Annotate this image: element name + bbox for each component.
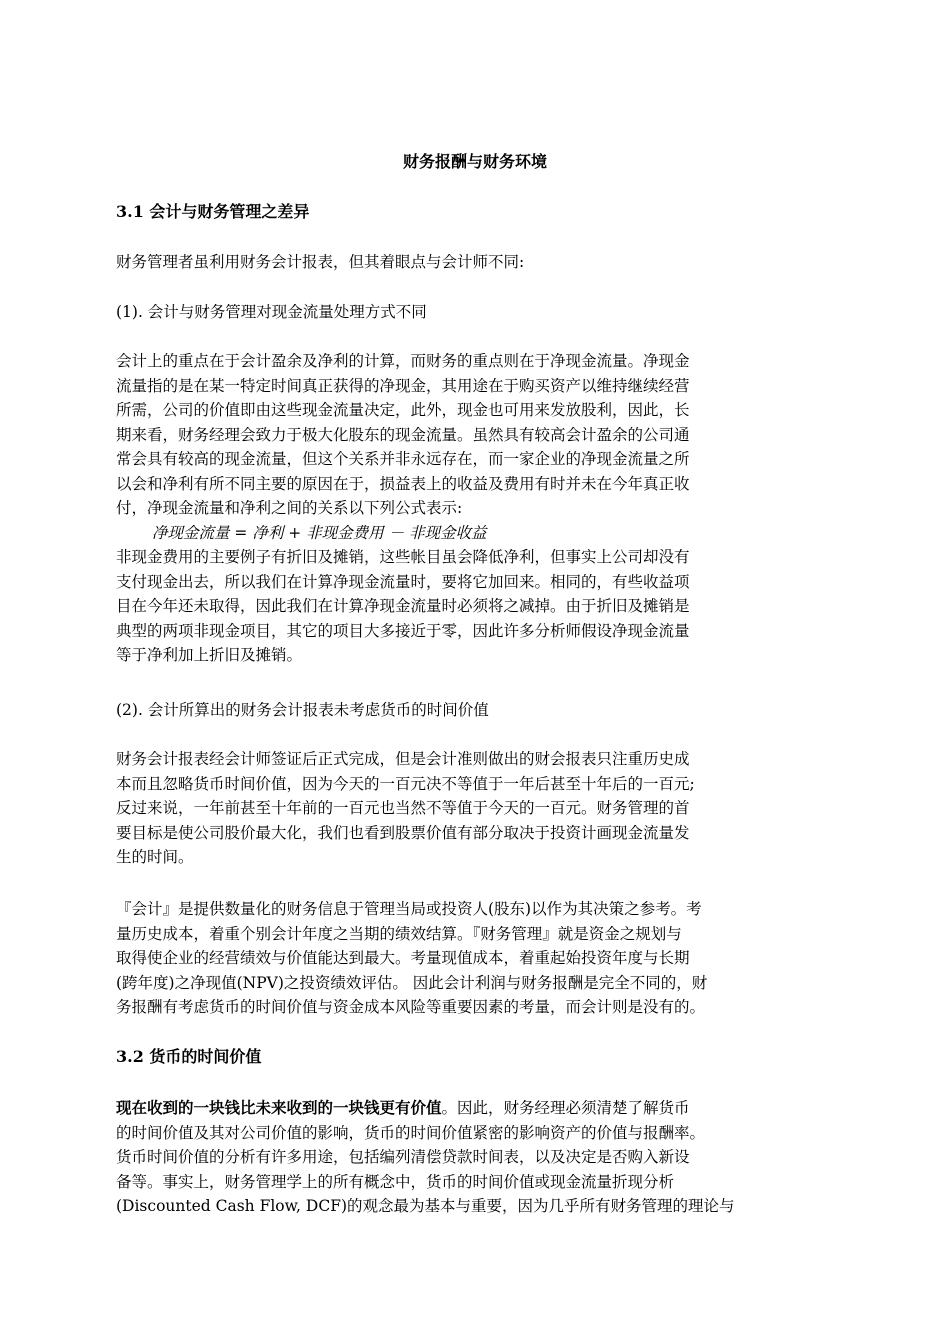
paragraph-line: 流量指的是在某一特定时间真正获得的净现金，其用途在于购买资产以维持继续经营 xyxy=(116,376,690,395)
paragraph-line: 财务会计报表经会计师签证后正式完成，但是会计准则做出的财会报表只注重历史成 xyxy=(116,750,690,768)
cash-flow-formula: 净现金流量 = 净利 + 非现金费用 － 非现金收益 xyxy=(152,523,487,542)
paragraph-line: 目在今年还未取得，因此我们在计算净现金流量时必须将之减掉。由于折旧及摊销是 xyxy=(116,597,690,615)
paragraph-line xyxy=(116,1096,846,1121)
paragraph-line: 期来看，财务经理会致力于极大化股东的现金流量。虽然具有较高会计盈余的公司通 xyxy=(116,425,690,444)
section-3-2-paragraph xyxy=(116,1096,846,1219)
paragraph-line: 反过来说，一年前甚至十年前的一百元也当然不等值于今天的一百元。财务管理的首 xyxy=(116,799,690,817)
paragraph-line: (跨年度)之净现值(NPV)之投资绩效评估。 因此会计利润与财务报酬是完全不同的，财 xyxy=(116,973,708,992)
paragraph-line: 的时间价值及其对公司价值的影响，货币的时间价值紧密的影响资产的价值与报酬率。 xyxy=(116,1123,706,1142)
paragraph-line: 『会计』是提供数量化的财务信息于管理当局或投资人(股东)以作为其决策之参考。考 xyxy=(116,900,702,918)
section-intro: 财务管理者虽利用财务会计报表，但其着眼点与会计师不同: xyxy=(116,253,525,271)
paragraph-line: 所需，公司的价值即由这些现金流量决定，此外，现金也可用来发放股利，因此，长 xyxy=(116,401,690,419)
paragraph-line: 取得使企业的经营绩效与价值能达到最大。考量现值成本，着重起始投资年度与长期 xyxy=(116,949,690,967)
paragraph-line: 务报酬有考虑货币的时间价值与资金成本风险等重要因素的考量，而会计则是没有的。 xyxy=(116,998,706,1016)
point2-heading: (2). 会计所算出的财务会计报表未考虑货币的时间价值 xyxy=(116,701,489,719)
section-heading-3-1: 3.1 会计与财务管理之差异 xyxy=(116,202,310,221)
paragraph-line: 要目标是使公司股价最大化，我们也看到股票价值有部分取决于投资计画现金流量发 xyxy=(116,823,690,842)
paragraph-line: 非现金费用的主要例子有折旧及摊销，这些帐目虽会降低净利，但事实上公司却没有 xyxy=(116,548,690,566)
paragraph-line: 支付现金出去，所以我们在计算净现金流量时，要将它加回来。相同的，有些收益项 xyxy=(116,572,690,591)
paragraph-line: 本而且忽略货币时间价值，因为今天的一百元决不等值于一年后甚至十年后的一百元; xyxy=(116,774,695,793)
paragraph-line-rest: 。因此，财务经理必须清楚了解货币 xyxy=(441,1099,690,1117)
point1-heading: (1). 会计与财务管理对现金流量处理方式不同 xyxy=(116,303,427,321)
paragraph-line: 常会具有较高的现金流量，但这个关系并非永远存在，而一家企业的净现金流量之所 xyxy=(116,450,690,468)
paragraph-line: 会计上的重点在于会计盈余及净利的计算，而财务的重点则在于净现金流量。净现金 xyxy=(116,352,690,370)
point2-paragraph-1 xyxy=(116,747,846,870)
paragraph-line: 以会和净利有所不同主要的原因在于，损益表上的收益及费用有时并未在今年真正收 xyxy=(116,474,690,493)
paragraph-line: 货币时间价值的分析有许多用途，包括编列清偿贷款时间表，以及决定是否购入新设 xyxy=(116,1148,690,1166)
point1-paragraph-1 xyxy=(116,349,846,668)
paragraph-line: (Discounted Cash Flow, DCF)的观念最为基本与重要，因为几乎所有财务管理的理论与 xyxy=(116,1197,735,1215)
paragraph-line: 等于净利加上折旧及摊销。 xyxy=(116,646,303,664)
paragraph-line: 备等。事实上，财务管理学上的所有概念中，货币的时间价值或现金流量折现分析 xyxy=(116,1172,675,1191)
point2-paragraph-2 xyxy=(116,897,846,1020)
page-title: 财务报酬与财务环境 xyxy=(402,152,547,171)
paragraph-line: 付，净现金流量和净利之间的关系以下列公式表示: xyxy=(116,499,463,517)
paragraph-line: 量历史成本，着重个别会计年度之当期的绩效结算。『财务管理』就是资金之规划与 xyxy=(116,924,682,943)
paragraph-line: 典型的两项非现金项目，其它的项目大多接近于零，因此许多分析师假设净现金流量 xyxy=(116,621,690,640)
key-statement: 现在收到的一块钱比未来收到的一块钱更有价值 xyxy=(116,1098,442,1117)
section-heading-3-2: 3.2 货币的时间价值 xyxy=(116,1047,262,1066)
paragraph-line: 生的时间。 xyxy=(116,848,194,866)
